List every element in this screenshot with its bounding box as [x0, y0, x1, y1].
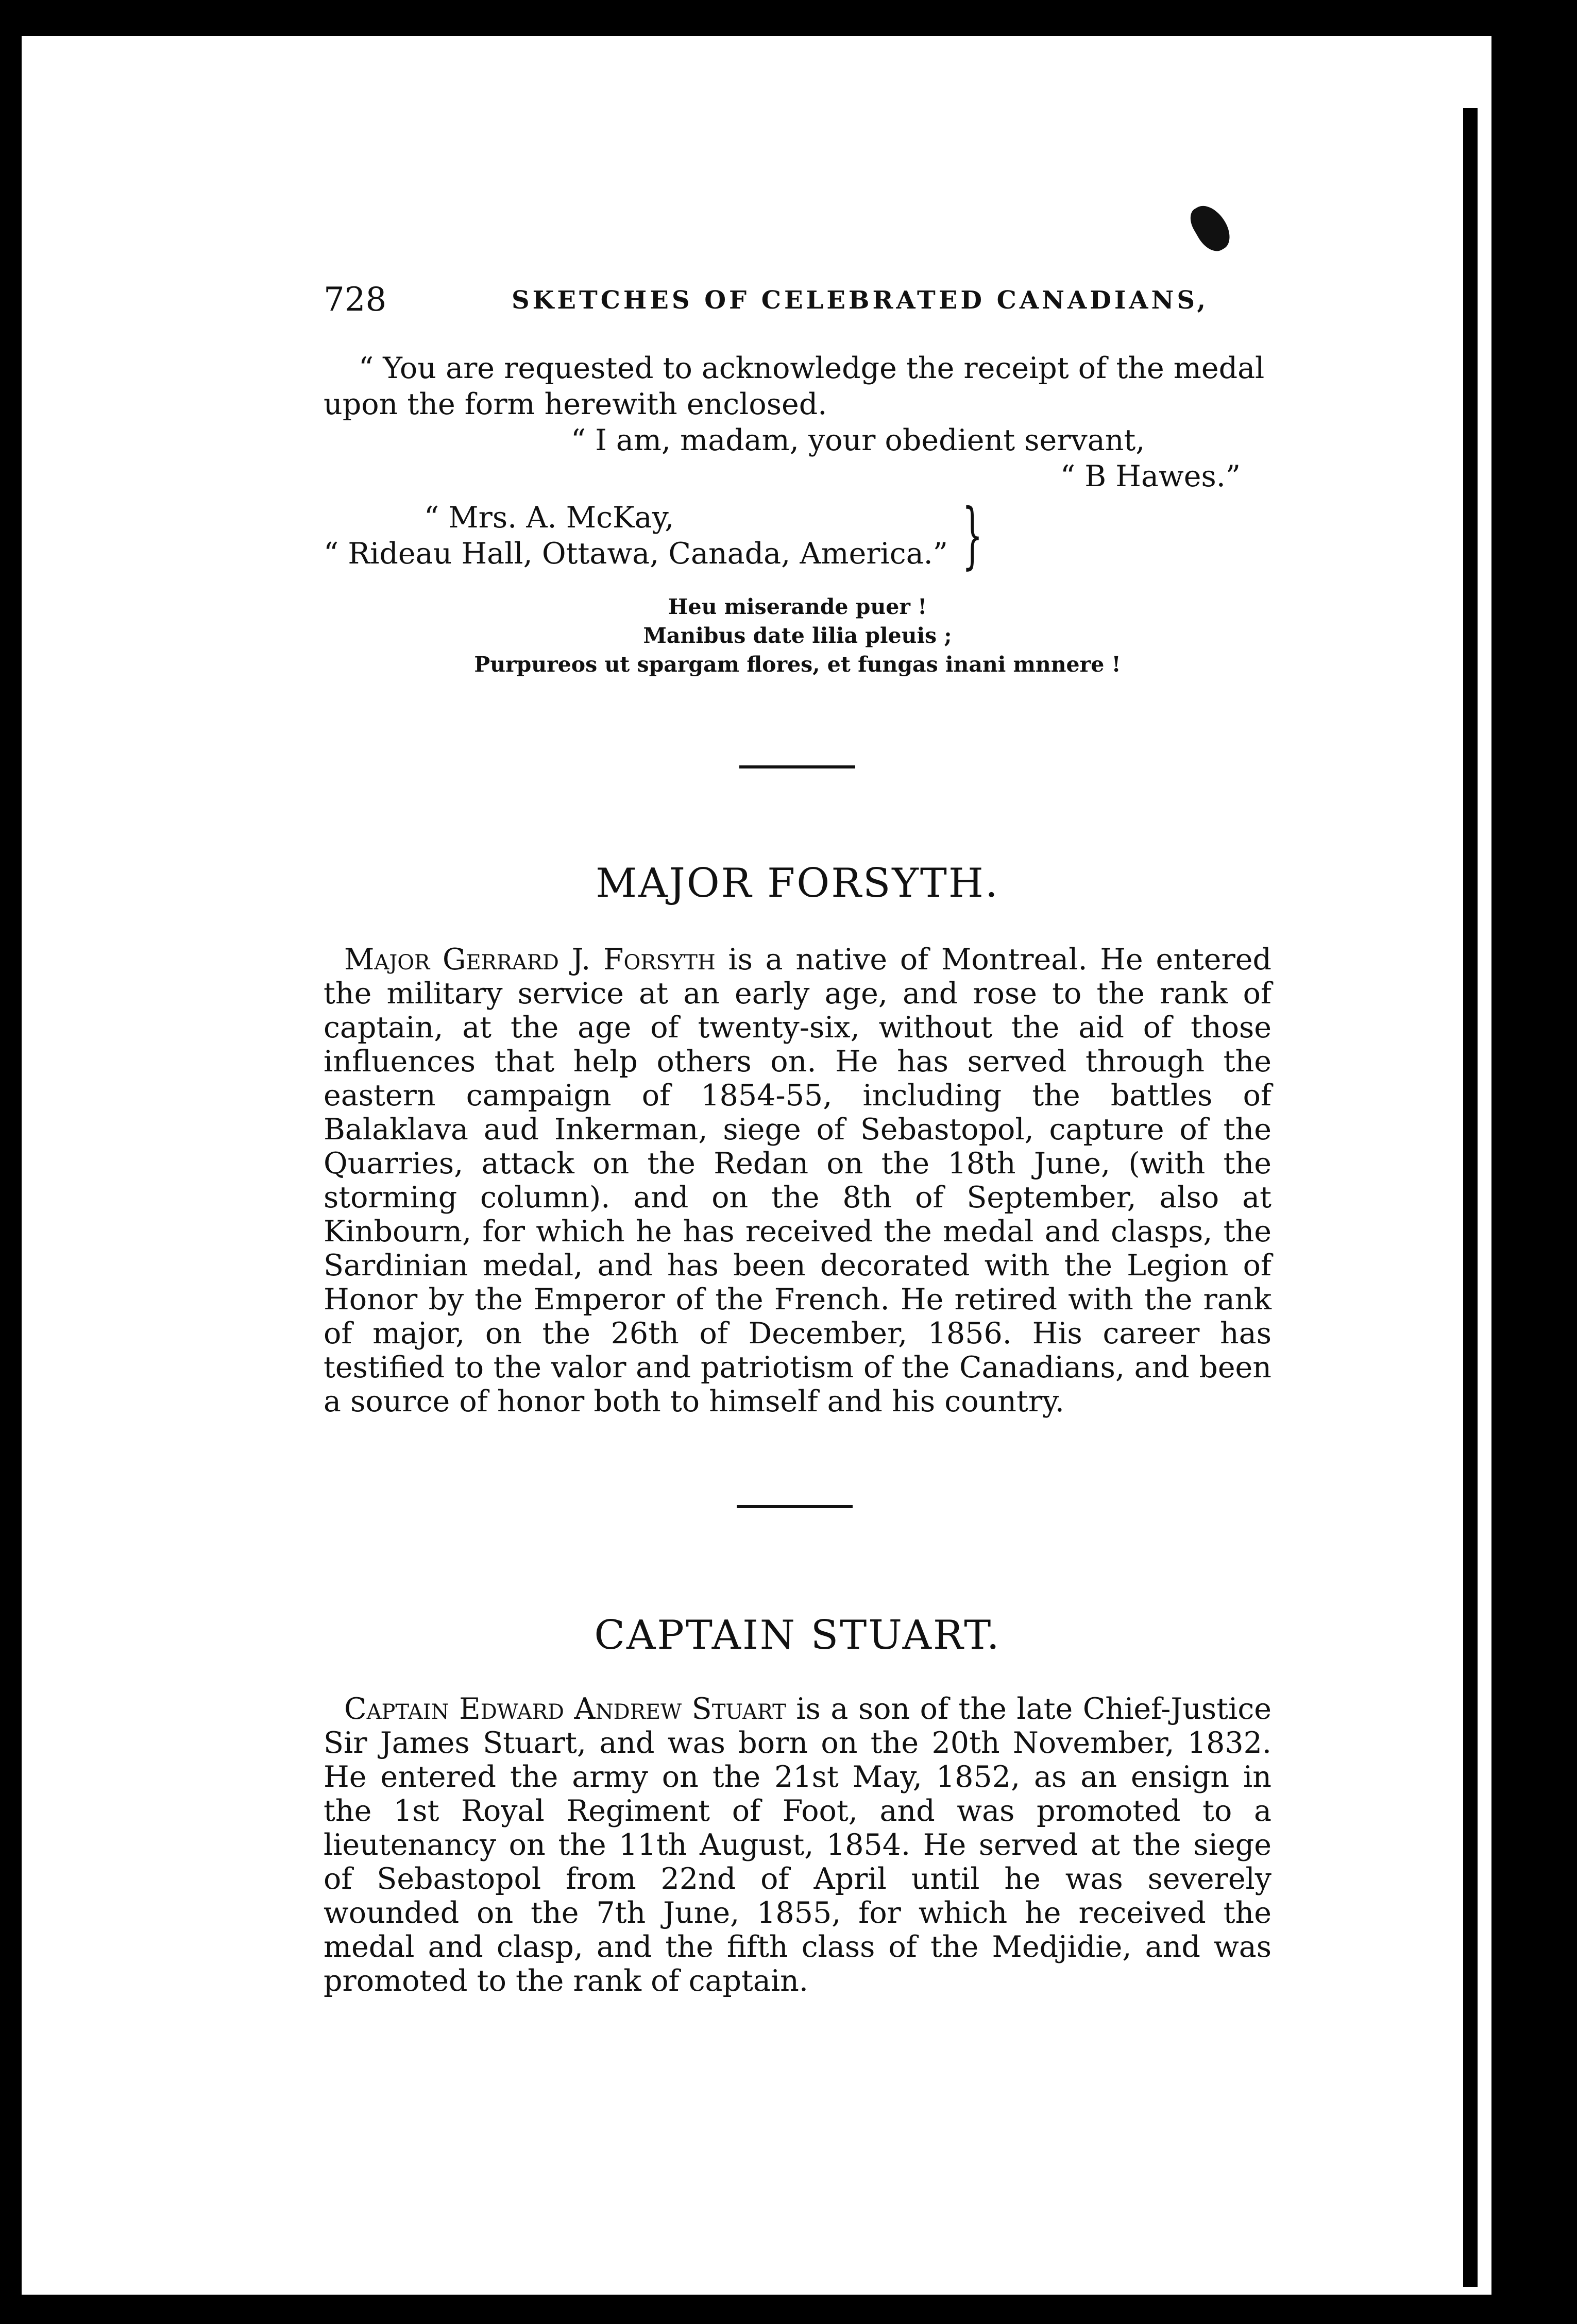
- stuart-paragraph: [324, 1692, 1271, 1998]
- stuart-name: Captain Edward Andrew Stuart: [344, 1692, 786, 1726]
- page-number: 728: [324, 281, 387, 319]
- running-head: [324, 281, 1271, 327]
- forsyth-name: Major Gerrard J. Forsyth: [344, 943, 716, 977]
- verse-line-3: Purpureos ut spargam flores, et fungas inani mnnere !: [474, 652, 1121, 677]
- letter-address: [324, 493, 1271, 577]
- address-line-1: “ Mrs. A. McKay,: [424, 501, 674, 535]
- section-divider: [739, 765, 855, 768]
- letter-signature: “ B Hawes.”: [1060, 459, 1241, 493]
- stuart-body: is a son of the late Chief-Justice Sir James Stuart, and was born on the 20th November, 1832. He entered the army on the 21st May, 1852, as an ensign in the 1st Royal Regiment of Foot, and was promoted to a lieutenancy on the 11th August, 1854. He served at the siege of Sebastopol from 22nd of April until he was severely wounded on the 7th June, 1855, for which he received the medal and clasp, and the fifth class of the Medjidie, and was promoted to the rank of captain.: [324, 1692, 1271, 1998]
- letter-body: “ You are requested to acknowledge the receipt of the medal upon the form herewith enclosed.: [324, 351, 1265, 421]
- latin-verse: [324, 592, 1271, 679]
- section-heading-stuart: CAPTAIN STUART.: [594, 1612, 1001, 1659]
- forsyth-paragraph: [324, 943, 1271, 1419]
- address-brace: }: [962, 493, 983, 577]
- address-line-2: “ Rideau Hall, Ottawa, Canada, America.”: [324, 537, 948, 571]
- forsyth-body: is a native of Montreal. He entered the military service at an early age, and rose to the rank of captain, at the age of twenty-six, without the aid of those influences that help others on. He has served through the eastern campaign of 1854-55, including the battles of Balaklava aud Inkerman, siege of Sebastopol, capture of the Quarries, attack on the Redan on the 18th June, (with the storming column). and on the 8th of September, also at Kinbourn, for which he has received the medal and clasps, the Sardinian medal, and has been decorated with the Legion of Honor by the Emperor of the French. He retired with the rank of major, on the 26th of December, 1856. His career has testified to the valor and patriotism of the Canadians, and been a source of honor both to himself and his country.: [324, 943, 1272, 1419]
- running-title: SKETCHES OF CELEBRATED CANADIANS,: [512, 286, 1209, 315]
- letter-closing: “ I am, madam, your obedient servant,: [571, 423, 1145, 457]
- section-divider: [737, 1505, 853, 1508]
- verse-line-2: Manibus date lilia pleuis ;: [643, 623, 952, 648]
- section-heading-forsyth: MAJOR FORSYTH.: [596, 860, 999, 907]
- verse-line-1: Heu miserande puer !: [668, 594, 927, 619]
- letter-excerpt: [324, 350, 1271, 577]
